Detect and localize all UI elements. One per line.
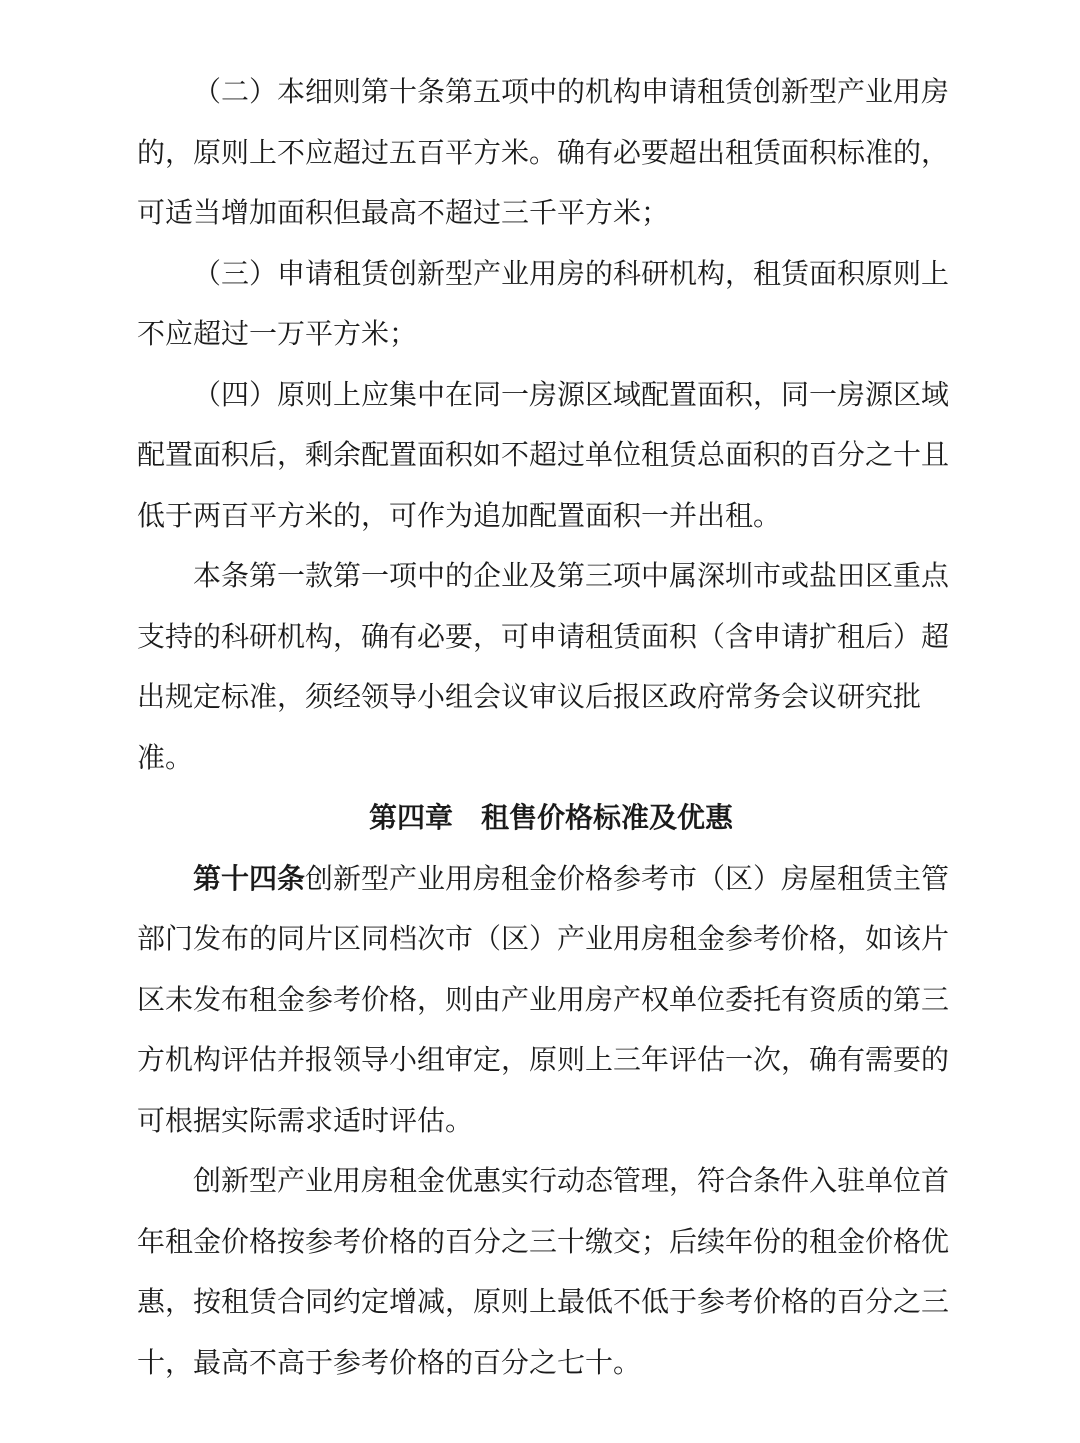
- text-line: 可适当增加面积但最高不超过三千平方米；: [137, 196, 670, 229]
- text-line: 低于两百平方米的，可作为追加配置面积一并出租。: [137, 498, 782, 532]
- article-14-paragraph: [137, 849, 950, 1152]
- text-line: 本条第一款第一项中的企业及第三项中属深圳市或盐田区重点: [193, 559, 950, 592]
- text-line: 区未发布租金参考价格，则由产业用房产权单位委托有资质的第三: [137, 982, 950, 1016]
- text-line: 可根据实际需求适时评估。: [137, 1103, 474, 1137]
- paragraph-item-2: [137, 62, 950, 244]
- text-line: （四）原则上应集中在同一房源区域配置面积，同一房源区域: [193, 377, 950, 411]
- text-line: 配置面积后，剩余配置面积如不超过单位租赁总面积的百分之十且: [137, 438, 950, 471]
- text-line: 创新型产业用房租金优惠实行动态管理，符合条件入驻单位首: [193, 1164, 950, 1197]
- text-line: [137, 849, 950, 910]
- document-page: [137, 62, 950, 1393]
- text-line: 惠，按租赁合同约定增减，原则上最低不低于参考价格的百分之三: [137, 1285, 950, 1318]
- text-line: 准。: [137, 740, 194, 774]
- article-number: 第十四条: [193, 861, 306, 895]
- text-line: 年租金价格按参考价格的百分之三十缴交；后续年份的租金价格优: [137, 1224, 950, 1258]
- text-line: 十，最高不高于参考价格的百分之七十。: [137, 1345, 642, 1379]
- article-text: 创新型产业用房租金价格参考市（区）房屋租赁主管: [305, 861, 950, 895]
- text-line: 支持的科研机构，确有必要，可申请租赁面积（含申请扩租后）超: [137, 619, 950, 653]
- paragraph-item-3: [137, 244, 950, 365]
- paragraph-oversize-exception: [137, 546, 950, 788]
- text-line: （二）本细则第十条第五项中的机构申请租赁创新型产业用房: [193, 75, 950, 108]
- chapter-heading: 第四章 租售价格标准及优惠: [368, 801, 733, 834]
- text-line: 部门发布的同片区同档次市（区）产业用房租金参考价格，如该片: [137, 922, 950, 955]
- text-line: （三）申请租赁创新型产业用房的科研机构，租赁面积原则上: [193, 256, 950, 290]
- paragraph-item-4: [137, 365, 950, 547]
- text-line: 出规定标准，须经领导小组会议审议后报区政府常务会议研究批: [137, 680, 922, 713]
- text-line: 不应超过一万平方米；: [137, 317, 418, 350]
- text-line: 方机构评估并报领导小组审定，原则上三年评估一次，确有需要的: [137, 1043, 950, 1076]
- paragraph-rent-discount: [137, 1151, 950, 1393]
- text-line: 的，原则上不应超过五百平方米。确有必要超出租赁面积标准的，: [137, 135, 950, 169]
